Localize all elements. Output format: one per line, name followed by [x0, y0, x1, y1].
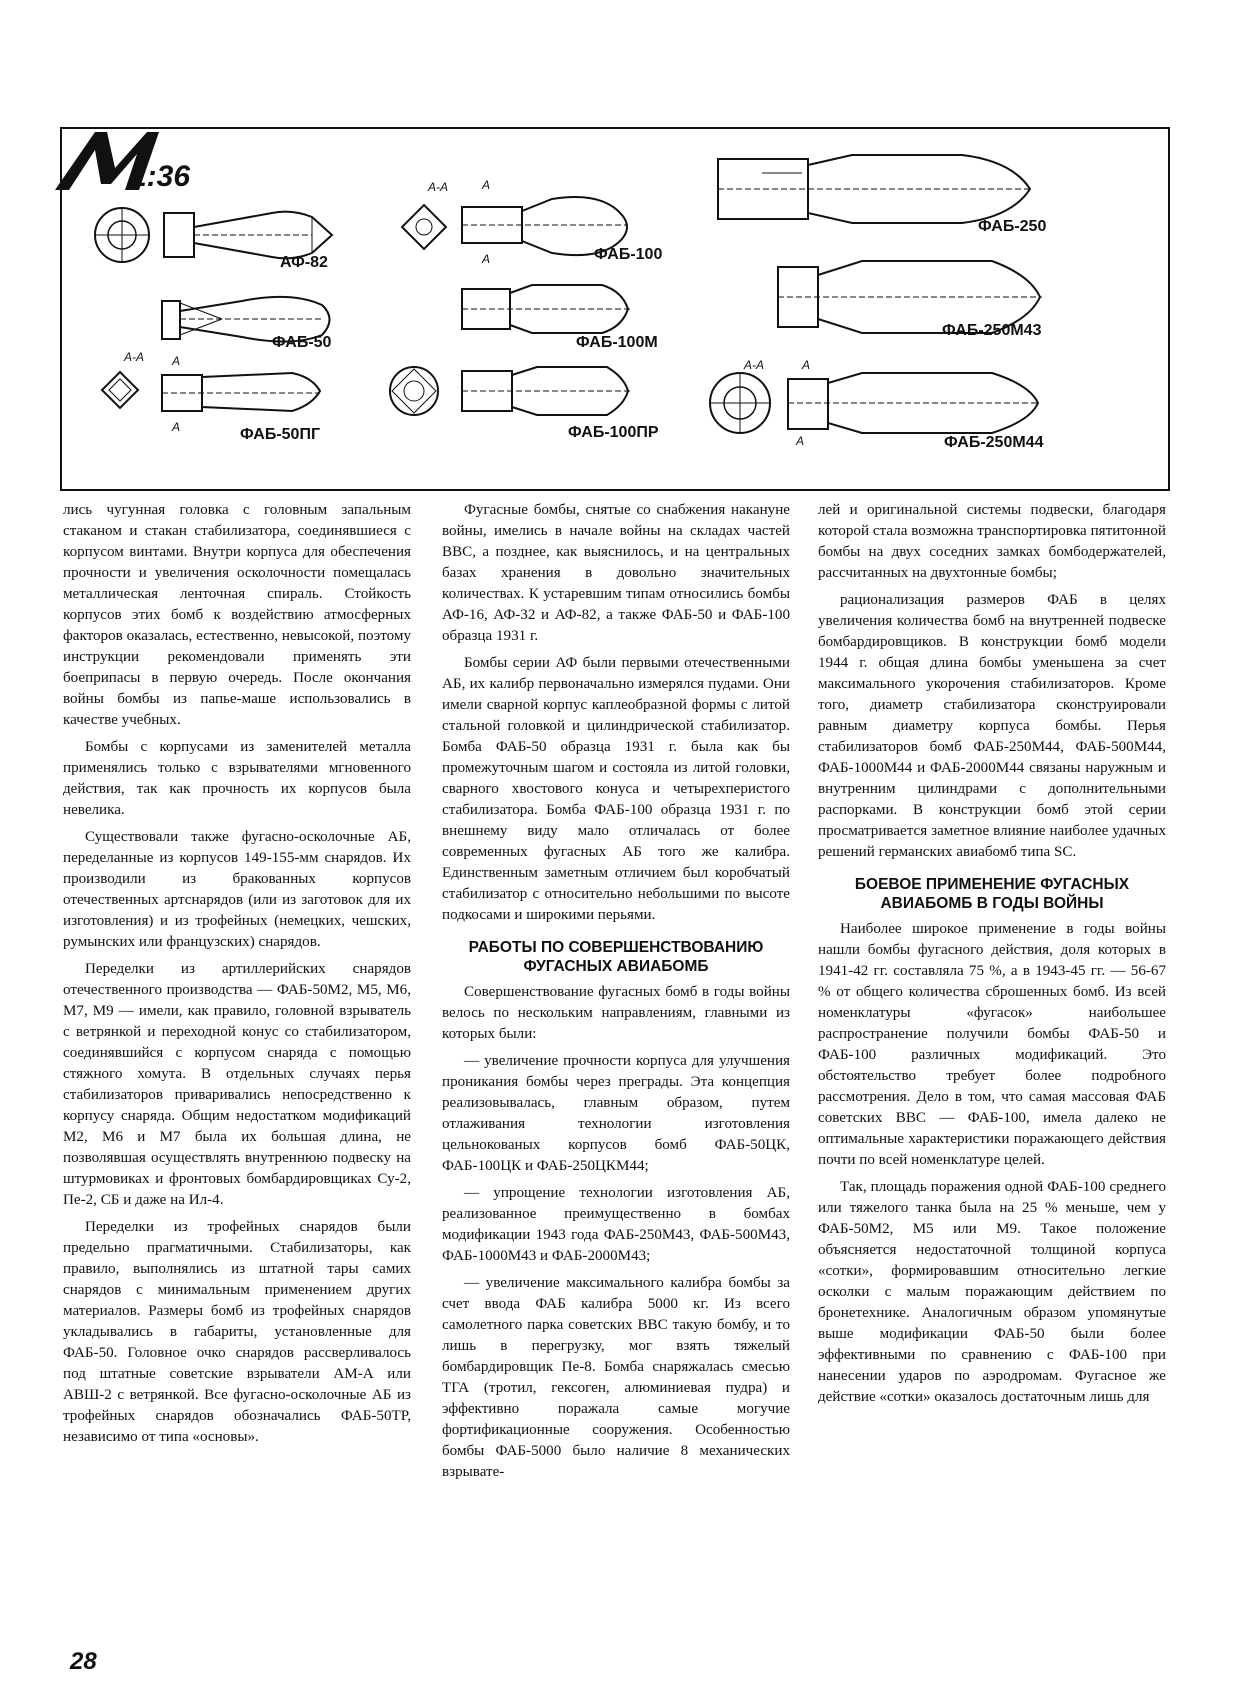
label-af82: АФ-82	[280, 254, 328, 271]
paragraph: Наиболее широкое применение в годы войны нашли бомбы фугасного действия, доля которых в 1941-42 гг. составляла 75 %, а в 1943-45 гг. — 56-67 % от общего количества сброшенных бомб. Из всей номенклатуры «фугасок» наибольшее распространение получили бомбы ФАБ-50 и ФАБ-100 различных модификаций. Это обстоятельство требует более подробного рассмотрения. Дело в том, что самая массовая ФАБ советских ВВС — ФАБ-100, имела далеко не оптимальные характеристики поражающего действия почти по всей номенклатуре целей.	[818, 921, 1166, 1168]
label-fab250m44: ФАБ-250М44	[944, 434, 1044, 451]
label-fab100pr: ФАБ-100ПР	[568, 424, 659, 441]
label-fab250: ФАБ-250	[978, 218, 1047, 235]
paragraph: Так, площадь поражения одной ФАБ-100 среднего или тяжелого танка была на 25 % меньше, чем у ФАБ-50М2, М5 или М9. Такое положение объясняется недостаточной толщиной корпуса «сотки», формировавшим относительно легкие осколки с малым поражающим действием по бронетехнике. Аналогичным образом упомянутые выше модификации ФАБ-50 были более эффективными по сравнению с ФАБ-100 при нанесении ударов по аэродромам. Фугасное же действие «сотки» оказалось достаточным лишь для	[818, 1179, 1166, 1405]
svg-text:А-А: А-А	[124, 350, 145, 364]
svg-text:А: А	[802, 358, 811, 372]
section-heading: БОЕВОЕ ПРИМЕНЕНИЕ ФУГАСНЫХ АВИАБОМБ В ГОДЫ ВОЙНЫ	[854, 876, 1130, 912]
label-fab100m: ФАБ-100М	[576, 334, 658, 351]
svg-text:А: А	[482, 252, 491, 266]
fab100m-drawing	[462, 285, 630, 333]
paragraph: лей и оригинальной системы подвески, благодаря которой стала возможна транспортировка пятитонной бомбы на двух соседних замках бомбодержателей, рассчитанных на двухтонные бомбы;	[818, 502, 1166, 581]
text-column-3	[818, 500, 1166, 1414]
fab50pg-drawing	[102, 350, 320, 434]
fab100pr-drawing	[390, 367, 630, 415]
svg-text:А: А	[172, 420, 181, 434]
paragraph: лись чугунная головка с головным запальным стаканом и стакан стабилизатора, соединявшиеся с корпусом винтами. Внутри корпуса для обеспечения прочности и увеличения осколочности помещалась металлическая ленточная спираль. Стойкость корпусов этих бомб к воздействию атмосферных факторов оказалась, естественно, невысокой, поэтому инструкции рекомендовали применять эти боеприпасы в первую очередь. После окончания войны бомбы из папье-маше использовались в качестве учебных.	[63, 502, 411, 728]
paragraph: — увеличение максимального калибра бомбы за счет ввода ФАБ калибра 5000 кг. Из всего самолетного парка советских ВВС такую бомбу, и то лишь в перегрузку, мог взять тяжелый бомбардировщик Пе-8. Бомба снаряжалась смесью ТГА (тротил, гексоген, алюминиевая пудра) и эффективно поражала самые могучие фортификационные сооружения. Особенностью бомбы ФАБ-5000 было наличие 8 механических взрывате-	[442, 1275, 790, 1480]
svg-text:А: А	[482, 178, 491, 192]
paragraph: Совершенствование фугасных бомб в годы войны велось по нескольким направлениям, главными из которых были:	[442, 984, 790, 1042]
paragraph: Существовали также фугасно-осколочные АБ, переделанные из корпусов 149-155-мм снарядов. Их производили из бракованных корпусов отечественных артснарядов (или из заготовок для их изготовления) и из трофейных (немецких, чешских, румынских или французских) снарядов.	[63, 829, 411, 950]
paragraph: Переделки из артиллерийских снарядов отечественного производства — ФАБ-50М2, М5, М6, М7, М9 — имели, как правило, головной взрыватель с ветрянкой и переходной конус со стабилизатором, соединявшийся с корпусом снаряда с помощью стяжного хомута. В отдельных случаях перья стабилизаторов приваривались непосредственно к корпусу снаряда. Общим недостатком модификаций М2, М6 и М7 была их большая длина, не позволявшая осуществлять внутреннюю подвеску на штурмовиках и фронтовых бомбардировщиках Су-2, Пе-2, СБ и даже на Ил-4.	[63, 961, 411, 1208]
text-column-2	[442, 500, 790, 1489]
paragraph: Переделки из трофейных снарядов были предельно прагматичными. Стабилизаторы, как правило, выполнялись из штатной тары самих снарядов с минимальным применением других материалов. Размеры бомб из трофейных снарядов укладывались в габариты, установленные для ФАБ-50. Головное очко снарядов рассверливалось под штатные советские взрыватели АМ-А или АВШ-2 с ветрянкой. Все фугасно-осколочные АБ из трофейных снарядов обозначались ФАБ-50ТР, независимо от типа «основы».	[63, 1219, 411, 1445]
fab250-drawing	[718, 155, 1032, 223]
bomb-drawings	[62, 129, 1168, 489]
section-heading: РАБОТЫ ПО СОВЕРШЕНСТВОВАНИЮ ФУГАСНЫХ АВИАБОМБ	[468, 939, 764, 975]
text-column-1	[63, 500, 411, 1454]
label-fab50pg: ФАБ-50ПГ	[240, 426, 321, 443]
page-number: 28	[70, 1648, 97, 1675]
paragraph: Бомбы серии АФ были первыми отечественными АБ, их калибр первоначально измерялся пудами. Они имели сварной корпус каплеобразной формы с литой стальной головкой и цилиндрической стабилизатор. Бомба ФАБ-50 образца 1931 г. была как бы промежуточным шагом и состояла из литой головки, сварного хвостового конуса и четырехперистого стабилизатора. Бомба ФАБ-100 образца 1931 г. по внешнему виду мало отличалась от более современных фугасных АБ того же калибра. Единственным заметным отличием был коробчатый стабилизатор с относительно небольшими по высоте подкосами и широкими перьями.	[442, 655, 790, 923]
paragraph: Бомбы с корпусами из заменителей металла применялись только с взрывателями мгновенного действия, так как прочность их корпусов была невелика.	[63, 739, 411, 818]
label-fab250m43: ФАБ-250М43	[942, 322, 1042, 339]
paragraph: — упрощение технологии изготовления АБ, реализованное преимущественно в бомбах модификации 1943 года ФАБ-250М43, ФАБ-500М43, ФАБ-1000М43 и ФАБ-2000М43;	[442, 1185, 790, 1264]
svg-text:А-А: А-А	[428, 180, 449, 194]
paragraph: — увеличение прочности корпуса для улучшения проникания бомбы через преграды. Эта концепция реализовывалась, главным образом, путем отлаживания технологии изготовления цельнокованых корпусов бомб ФАБ-50ЦК, ФАБ-100ЦК и ФАБ-250ЦКМ44;	[442, 1053, 790, 1174]
svg-text:А: А	[172, 354, 181, 368]
label-fab100: ФАБ-100	[594, 246, 663, 263]
bomb-drawings-figure	[60, 127, 1170, 491]
svg-text:А: А	[796, 434, 805, 448]
paragraph: Фугасные бомбы, снятые со снабжения накануне войны, имелись в начале войны на складах частей ВВС, а позднее, как выяснилось, и на центральных базах хранения в довольно значительных количествах. К устаревшим типам относились бомбы АФ-16, АФ-32 и АФ-82, а также ФАБ-50 и ФАБ-100 образца 1931 г.	[442, 502, 790, 644]
logo-scale: 1:36	[130, 160, 191, 193]
svg-text:А-А: А-А	[744, 358, 765, 372]
paragraph: рационализация размеров ФАБ в целях увеличения количества бомб на внутренней подвеске бомбардировщиков. В конструкции бомб модели 1944 г. общая длина бомбы уменьшена за счет максимального укорочения стабилизаторов. Кроме того, диаметр стабилизатора сконструировали равным диаметру корпуса бомбы. Перья стабилизаторов бомб ФАБ-250М44, ФАБ-500М44, ФАБ-1000М44 и ФАБ-2000М44 связаны наружным и внутренним цилиндрами с дополнительными распорками. В конструкции бомб этой серии просматривается заметное влияние наиболее удачных решений германских авиабомб типа SC.	[818, 592, 1166, 860]
label-fab50: ФАБ-50	[272, 334, 332, 351]
